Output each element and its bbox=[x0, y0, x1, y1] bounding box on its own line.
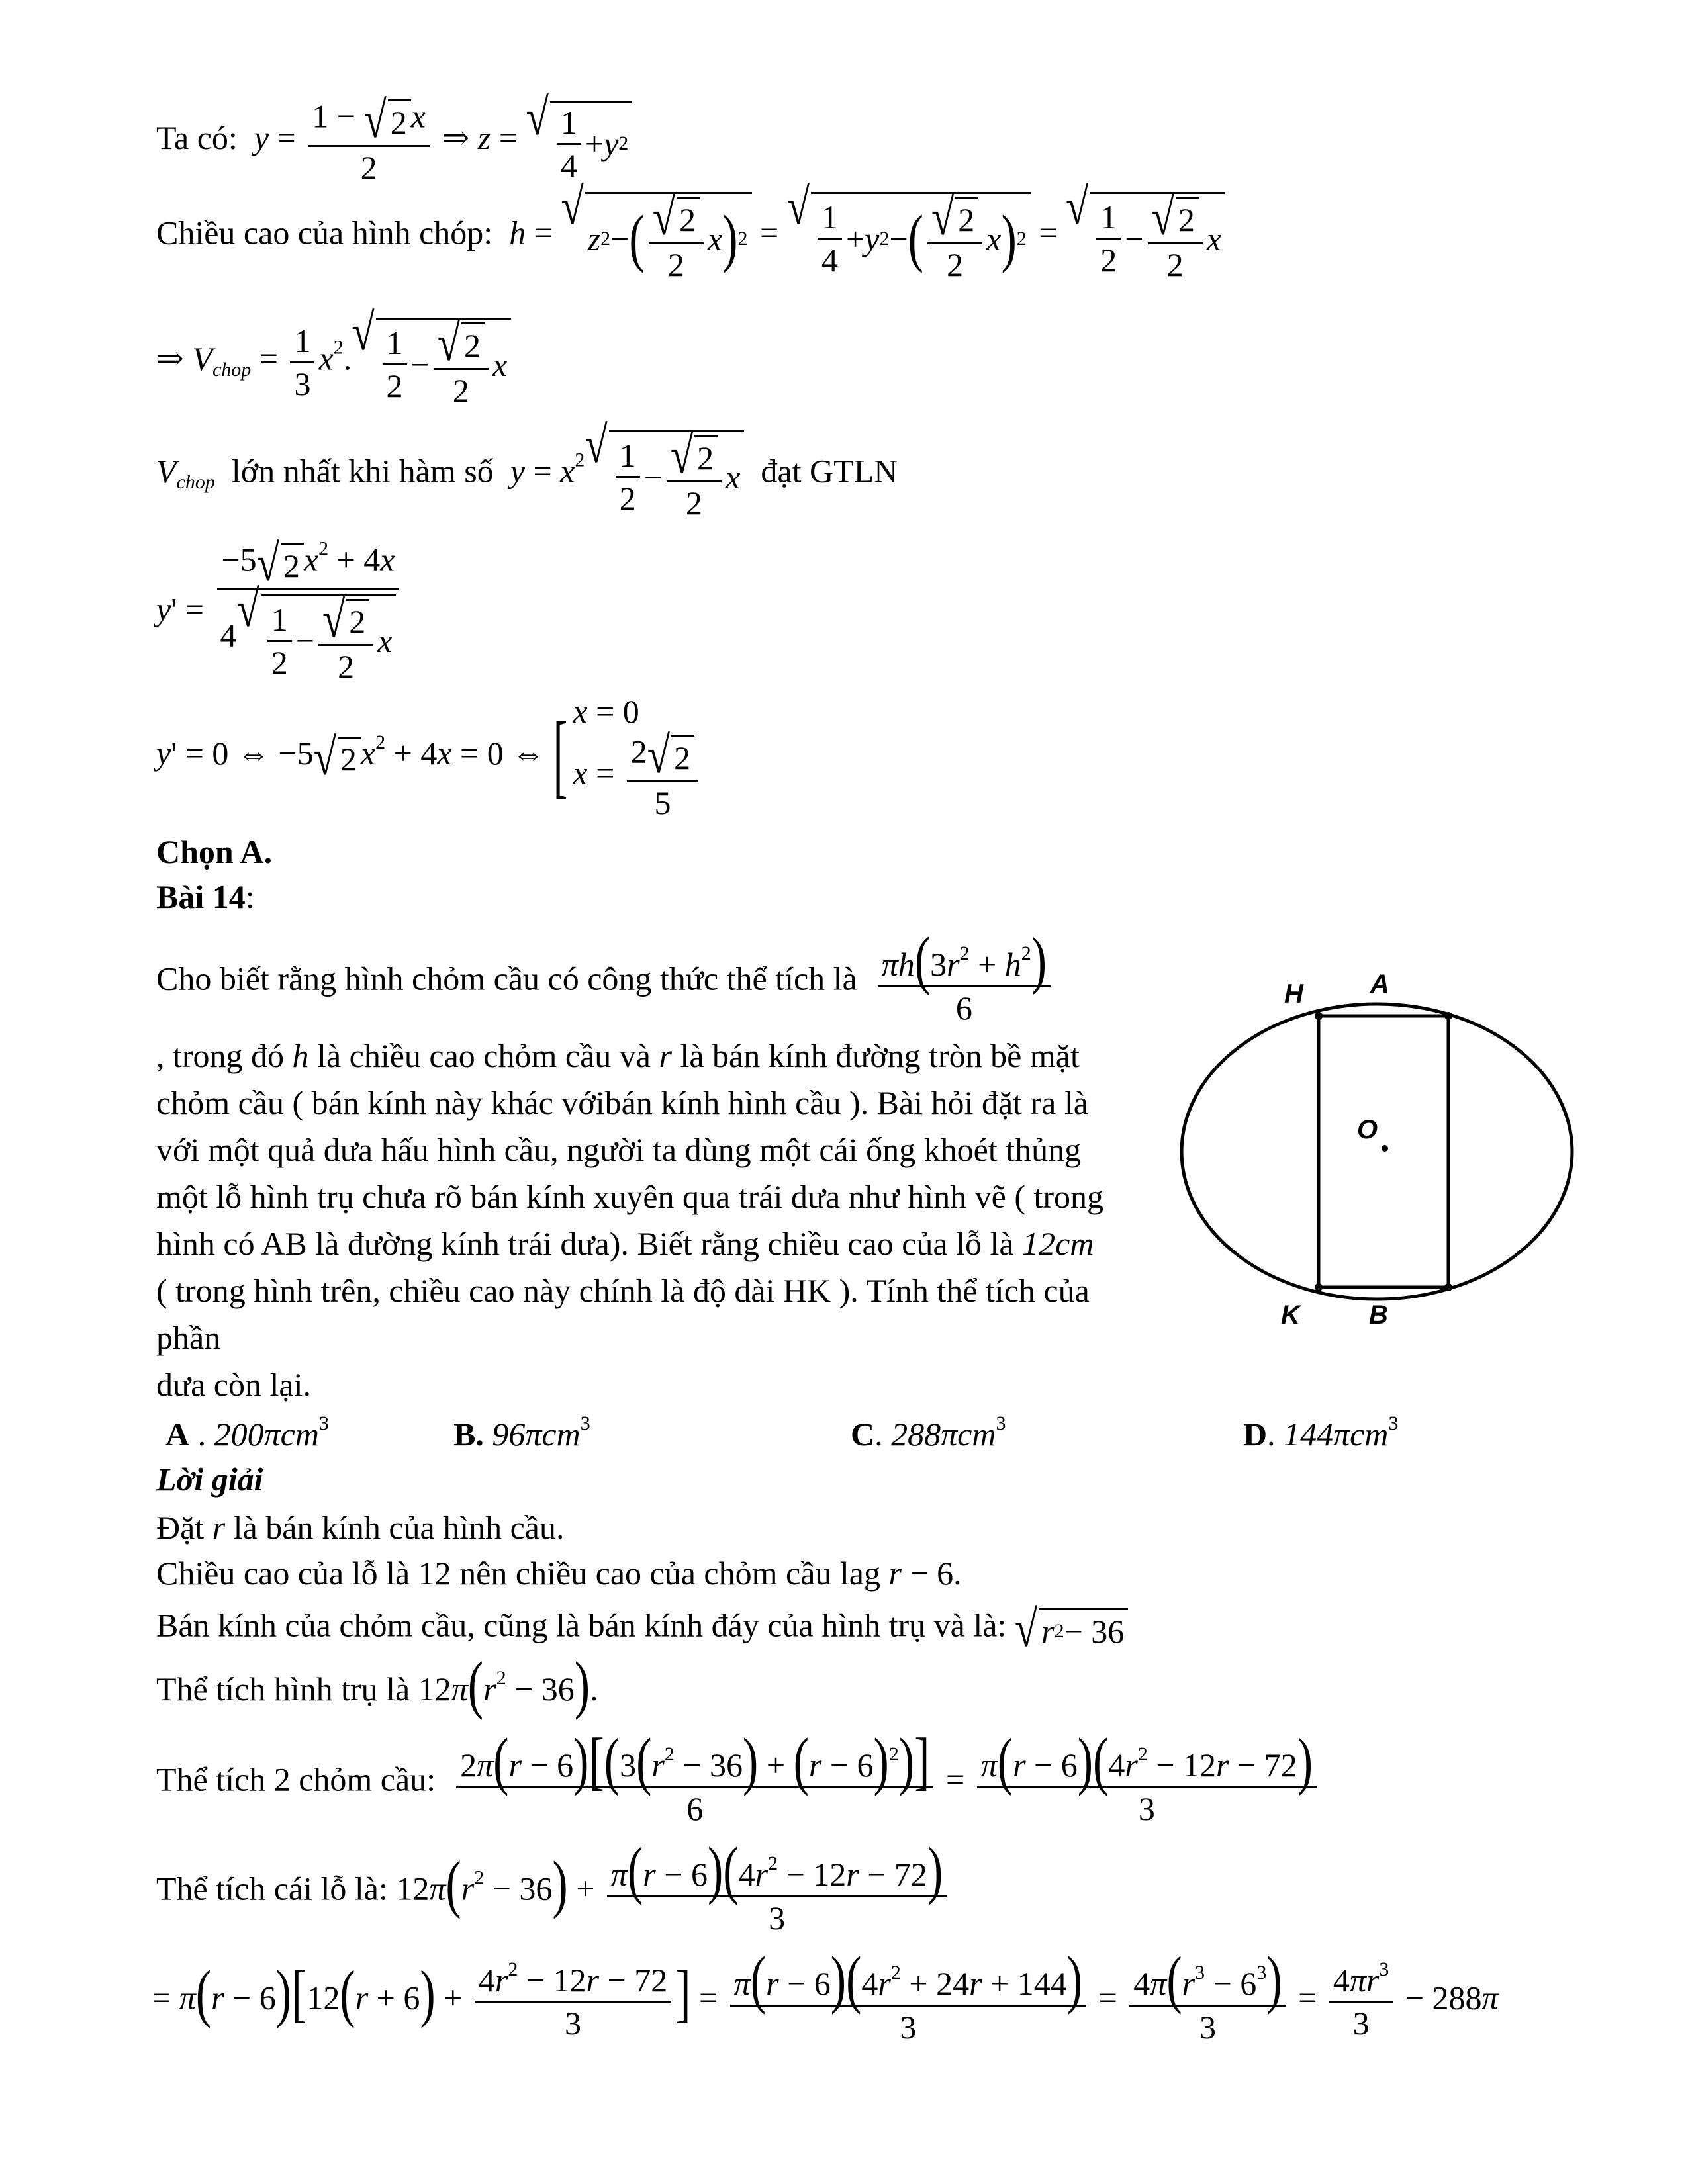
label-chieu-cao: Chiều cao của hình chóp: bbox=[156, 214, 493, 251]
label-b: B bbox=[1369, 1300, 1388, 1330]
label-ta-co: Ta có: bbox=[156, 119, 238, 157]
solution-title: Lời giải bbox=[156, 1461, 263, 1498]
intro-text: Cho biết rằng hình chỏm cầu có công thức thể tích là bbox=[156, 960, 857, 997]
text-lon-nhat: lớn nhất khi hàm số bbox=[231, 452, 494, 490]
equation-vchop: ⇒ $V_{chop}$ = $\frac{1}{3}$ $x^2$. √ $\frac{1}{2}$ − √ 2 2 x bbox=[156, 318, 511, 407]
sphere-outline bbox=[1182, 1004, 1572, 1299]
label-k: K bbox=[1281, 1300, 1300, 1330]
choice-d[interactable]: D. 144πcm$^3$ bbox=[1243, 1412, 1399, 1453]
equation-derivative: y' = −5 √ 2 $x^2 + 4x$ 4 √ $\frac{1}{2}$ − √ 2 2 x bbox=[156, 543, 404, 683]
solution-line-2: Chiều cao của lỗ là 12 nên chiều cao của chỏm cầu lag r − 6. bbox=[156, 1555, 962, 1592]
problem-title: Bài 14: bbox=[156, 878, 255, 915]
cylinder-hole bbox=[1319, 1016, 1448, 1287]
label-a: A bbox=[1370, 970, 1389, 999]
label-h: H bbox=[1284, 979, 1303, 1009]
watermelon-figure bbox=[1172, 970, 1582, 1340]
equation-y-z: Ta có: y = 1 − √ 2 x 2 ⇒ z = √ $\frac{1}{4}$ + y 2 bbox=[156, 99, 632, 184]
center-point bbox=[1382, 1145, 1388, 1152]
text-dat-gtln: đạt GTLN bbox=[761, 452, 898, 490]
choice-a[interactable]: A . 200πcm$^3$ bbox=[165, 1412, 329, 1453]
problem-intro: Cho biết rằng hình chỏm cầu có công thức thể tích là $\frac{\pi h(3r^2 + h^2)}{6}$ bbox=[156, 940, 1055, 1024]
solution-line-6: Thể tích cái lỗ là: $12\pi(r^2 - 36)$ + $\frac{\pi(r - 6)(4r^2 - 12r - 72)}{3}$ bbox=[156, 1850, 951, 1934]
solution-line-3: Bán kính của chỏm cầu, cũng là bán kính đáy của hình trụ và là: √ r 2 − 36 bbox=[156, 1608, 1128, 1650]
answer-choice: Chọn A. bbox=[156, 833, 273, 870]
equation-critical-points: y' = 0 ⇔ −5 √ 2 $x^2 + 4x = 0$ ⇔ [ x = 0 x = 2 √ 2 5 bbox=[156, 695, 702, 819]
solution-line-7: = π(r − 6)[12(r + 6) + $\frac{4r^2 - 12r - 72}{3}$ ] = $\frac{\pi(r - 6)(4r^2 + 24r + 144)}{3}$ = $\frac{4\pi(r^3 - 6^3)}{3}$ = $\frac{4\pi r^3}{3}$ − 288π bbox=[152, 1944, 1499, 2046]
choice-c[interactable]: C. 288πcm$^3$ bbox=[851, 1412, 1006, 1453]
label-o: O bbox=[1357, 1115, 1378, 1144]
problem-body: , trong đó h là chiều cao chỏm cầu và r là bán kính đường tròn bề mặt chỏm cầu ( bán kính này khác vớibán kính hình cầu ). Bài hỏi đặt ra là với một quả dưa hấu hình cầu, người ta dùng một cái ống khoét thủng một lỗ hình trụ chưa rõ bán kính xuyên qua trái dưa như hình vẽ ( trong hình có AB là đường kính trái dưa). Biết rằng chiều cao của lỗ là 12cm ( trong hình trên, chiều cao này chính là độ dài HK ). Tính thể tích của phần dưa còn lại. bbox=[156, 1037, 1104, 1403]
solution-line-4: Thể tích hình trụ là $12\pi(r^2 - 36)$. bbox=[156, 1649, 598, 1721]
choice-b[interactable]: B. 96πcm$^3$ bbox=[453, 1412, 590, 1453]
solution-line-5: Thể tích 2 chỏm cầu: $\frac{2\pi(r - 6)[(3(r^2 - 36) + (r - 6)^2)]}{6}$ = $\frac{\pi(r - 6)(4r^2 - 12r - 72)}{3}$ bbox=[156, 1741, 1321, 1825]
sentence-vchop-max: $V_{chop}$ lớn nhất khi hàm số $y = x^2$ √ $\frac{1}{2}$ − √ 2 2 x đạt GTLN bbox=[156, 416, 898, 522]
solution-line-1: Đặt r là bán kính của hình cầu. bbox=[156, 1509, 565, 1546]
equation-height: Chiều cao của hình chóp: h = √ z 2 − ( √ 2 2 x ) 2 = √ $\frac{1}{4}$ + y 2 − ( √ 2 2 x ) 2 = √ $\frac{1}{2}$ − √ 2 2 x bbox=[156, 192, 1225, 281]
